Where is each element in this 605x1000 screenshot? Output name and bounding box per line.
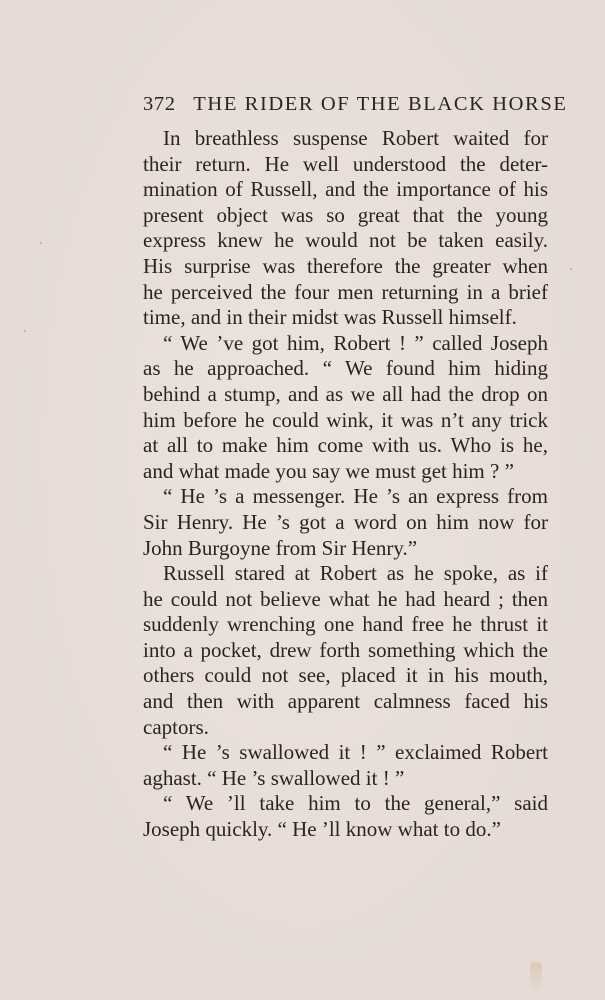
- text-line: “ We ’ll take him to the general,” said: [163, 791, 548, 816]
- text-line: he could not believe what he had heard ; then: [143, 586, 548, 611]
- text-line: and what made you say we must get him ? ”: [143, 458, 514, 483]
- text-line: behind a stump, and as we all had the drop on: [143, 381, 548, 406]
- paper-speck: [40, 242, 42, 244]
- text-line: at all to make him come with us. Who is he,: [143, 433, 548, 458]
- text-line: others could not see, placed it in his mouth,: [143, 663, 548, 688]
- text-line: Sir Henry. He ’s got a word on him now for: [143, 509, 548, 534]
- text-line: mination of Russell, and the importance of his: [143, 177, 548, 202]
- text-line: and then with apparent calmness faced his: [143, 689, 548, 714]
- running-title: THE RIDER OF THE BLACK HORSE: [193, 93, 568, 115]
- text-line: he perceived the four men returning in a brief: [143, 279, 548, 304]
- text-line: present object was so great that the young: [143, 202, 548, 227]
- text-line: In breathless suspense Robert waited for: [163, 126, 548, 150]
- text-line: into a pocket, drew forth something which the: [143, 637, 548, 662]
- text-line: time, and in their midst was Russell himself.: [143, 305, 517, 330]
- text-line: him before he could wink, it was n’t any trick: [143, 407, 548, 432]
- text-line: their return. He well understood the deter-: [143, 151, 548, 176]
- paper-speck: [570, 268, 572, 270]
- text-line: aghast. “ He ’s swallowed it ! ”: [143, 765, 405, 790]
- paper-speck: [24, 330, 26, 332]
- text-line: His surprise was therefore the greater when: [143, 253, 548, 278]
- text-line: “ He ’s swallowed it ! ” exclaimed Robert: [163, 740, 548, 765]
- body-text: [143, 126, 548, 843]
- text-line: suddenly wrenching one hand free he thrust it: [143, 612, 548, 637]
- text-line: John Burgoyne from Sir Henry.”: [143, 535, 418, 560]
- running-head: [143, 92, 568, 116]
- text-line: Russell stared at Robert as he spoke, as if: [163, 561, 548, 586]
- text-line: “ He ’s a messenger. He ’s an express from: [163, 484, 548, 509]
- text-line: “ We ’ve got him, Robert ! ” called Joseph: [163, 330, 548, 355]
- paper-stain: [530, 962, 542, 992]
- text-line: captors.: [143, 714, 209, 739]
- text-line: Joseph quickly. “ He ’ll know what to do.”: [143, 817, 501, 842]
- text-line: as he approached. “ We found him hiding: [143, 356, 548, 381]
- page-number: 372: [143, 93, 176, 115]
- text-line: express knew he would not be taken easily.: [143, 228, 548, 253]
